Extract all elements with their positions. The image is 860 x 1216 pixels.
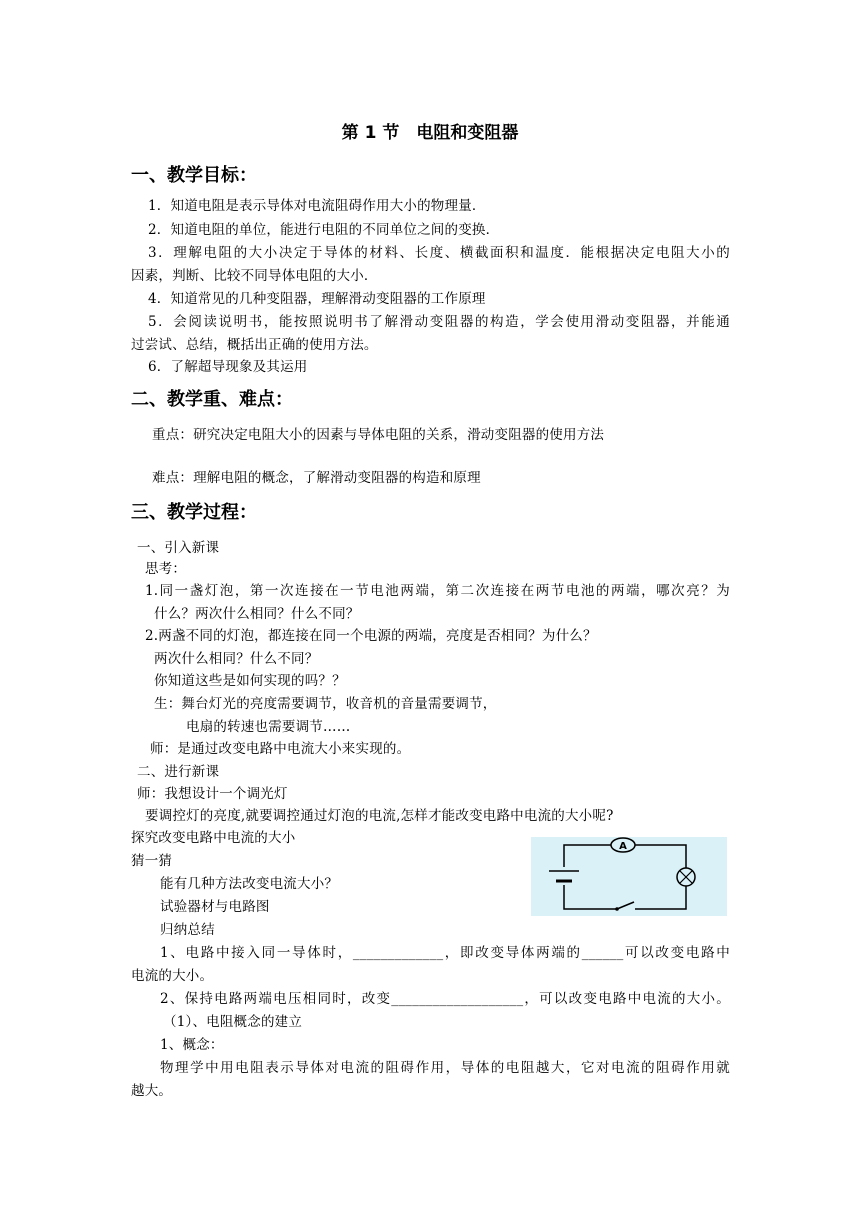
- process-line: 2.两盏不同的灯泡，都连接在同一个电源的两端，亮度是否相同？为什么？: [145, 628, 597, 644]
- goal-item: 4．知道常见的几种变阻器，理解滑动变阻器的工作原理: [148, 291, 486, 307]
- process-line: 你知道这些是如何实现的吗？？: [154, 673, 346, 689]
- process-line: 思考：: [145, 561, 187, 577]
- wire: [564, 845, 611, 867]
- process-line: 1.同一盏灯泡，第一次连接在一节电池两端，第二次连接在两节电池的两端，哪次亮？为: [145, 583, 730, 599]
- process-line: 电扇的转速也需要调节……: [186, 719, 351, 735]
- goal-item: 6．了解超导现象及其运用: [148, 359, 308, 375]
- process-line: 要调控灯的亮度,就要调控通过灯泡的电流,怎样才能改变电路中电流的大小呢?: [145, 808, 614, 824]
- process-line: 归纳总结: [160, 922, 215, 938]
- key-point: 重点：研究决定电阻大小的因素与导体电阻的关系，滑动变阻器的使用方法: [152, 427, 605, 443]
- circuit-diagram: [531, 837, 727, 916]
- process-line: 师：我想设计一个调光灯: [137, 786, 288, 802]
- process-line: 试验器材与电路图: [160, 899, 270, 915]
- process-line: 2、保持电路两端电压相同时，改变___________________，可以改变电路中电流的大小。: [160, 991, 730, 1007]
- process-line: 电流的大小。: [131, 968, 214, 984]
- process-line: 一、引入新课: [137, 540, 220, 556]
- goal-item: 2．知道电阻的单位，能进行电阻的不同单位之间的变换．: [148, 222, 500, 238]
- wire: [635, 886, 686, 909]
- section-heading-goals: 一、教学目标：: [131, 165, 257, 186]
- difficult-point: 难点：理解电阻的概念，了解滑动变阻器的构造和原理: [152, 470, 481, 486]
- process-line: 越大。: [131, 1083, 173, 1099]
- process-line: 物理学中用电阻表示导体对电流的阻碍作用，导体的电阻越大，它对电流的阻碍作用就: [160, 1060, 730, 1076]
- switch-lever-icon: [617, 902, 634, 909]
- process-line: 探究改变电路中电流的大小: [131, 830, 296, 846]
- goal-item-continued: 过尝试、总结，概括出正确的使用方法。: [131, 337, 378, 353]
- wire: [635, 845, 686, 868]
- goal-item-continued: 因素，判断、比较不同导体电阻的大小．: [131, 268, 378, 284]
- process-line: 两次什么相同？什么不同？: [154, 651, 319, 667]
- process-line: （1）、电阻概念的建立: [163, 1014, 303, 1030]
- ammeter-label: A: [619, 841, 627, 852]
- process-line: 1、概念：: [160, 1037, 224, 1053]
- process-line: 二、进行新课: [137, 764, 220, 780]
- goal-item: 5．会阅读说明书，能按照说明书了解滑动变阻器的构造，学会使用滑动变阻器，并能通: [148, 314, 730, 330]
- section-heading-process: 三、教学过程：: [131, 502, 257, 523]
- circuit-diagram-svg: [531, 837, 727, 916]
- goal-item: 3．理解电阻的大小决定于导体的材料、长度、横截面积和温度．能根据决定电阻大小的: [148, 245, 730, 261]
- goal-item: 1．知道电阻是表示导体对电流阻碍作用大小的物理量．: [148, 198, 486, 214]
- process-line: 什么？两次什么相同？什么不同？: [154, 606, 360, 622]
- page-title: 第 1 节 电阻和变阻器: [341, 123, 519, 143]
- process-line: 1、电路中接入同一导体时，_____________，即改变导体两端的______可以改变电路中: [160, 945, 730, 961]
- process-line: 师：是通过改变电路中电流大小来实现的。: [150, 741, 411, 757]
- section-heading-keypoints: 二、教学重、难点：: [131, 389, 293, 410]
- wire: [564, 885, 617, 909]
- process-line: 能有几种方法改变电流大小？: [160, 876, 339, 892]
- process-line: 生：舞台灯光的亮度需要调节，收音机的音量需要调节，: [154, 696, 497, 712]
- process-line: 猜一猜: [131, 853, 173, 869]
